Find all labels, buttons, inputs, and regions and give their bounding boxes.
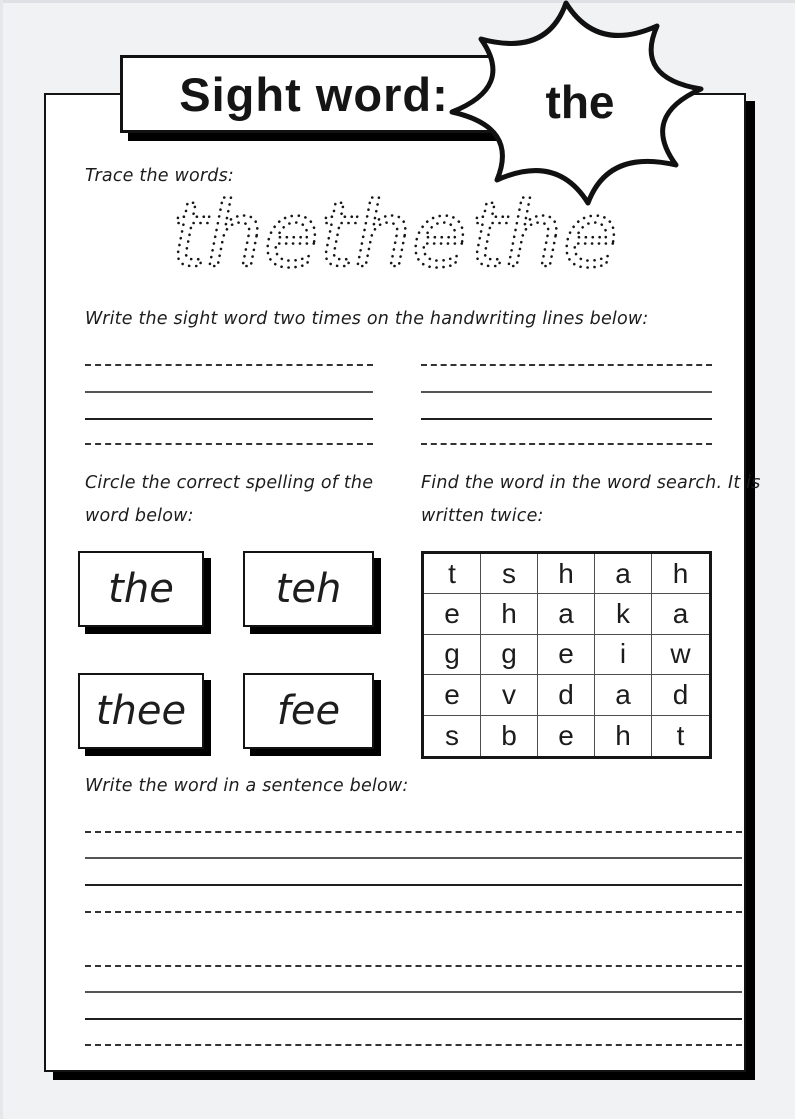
wordsearch-cell[interactable]: s xyxy=(424,716,481,756)
wordsearch-cell[interactable]: g xyxy=(481,635,538,675)
spelling-instruction xyxy=(85,467,373,533)
handwriting-line-dashed xyxy=(421,443,712,445)
handwriting-line-dashed xyxy=(85,1044,742,1046)
handwriting-line-solid xyxy=(421,391,712,393)
wordsearch-cell[interactable]: a xyxy=(538,594,595,634)
wordsearch-cell[interactable]: t xyxy=(424,554,481,594)
spelling-option: teh xyxy=(275,566,342,612)
write-twice-instruction: Write the sight word two times on the handwriting lines below: xyxy=(85,309,649,329)
spelling-option: thee xyxy=(95,688,187,734)
sight-word-text: the xyxy=(545,76,615,128)
wordsearch-cell[interactable]: a xyxy=(652,594,709,634)
spelling-option: the xyxy=(108,566,174,612)
spelling-instruction-line1: Circle the correct spelling of the xyxy=(85,473,374,493)
spelling-option-box[interactable] xyxy=(243,551,374,627)
screen-edge-top xyxy=(0,0,795,3)
title-banner xyxy=(120,55,508,133)
wordsearch-cell[interactable]: h xyxy=(538,554,595,594)
spelling-instruction-line2: word below: xyxy=(85,506,194,526)
trace-instruction: Trace the words: xyxy=(85,166,235,186)
starburst-badge xyxy=(452,6,708,212)
wordsearch-cell[interactable]: t xyxy=(676,719,685,751)
handwriting-line-dashed xyxy=(85,911,742,913)
wordsearch-cell[interactable]: e xyxy=(538,716,595,756)
wordsearch-cell[interactable]: d xyxy=(538,675,595,715)
wordsearch-cell[interactable]: b xyxy=(481,716,538,756)
handwriting-line-solid xyxy=(85,391,373,393)
handwriting-line-solid xyxy=(421,418,712,420)
handwriting-line-dashed xyxy=(85,443,373,445)
page-title: Sight word: xyxy=(179,67,449,121)
spelling-option-box[interactable] xyxy=(78,551,204,627)
wordsearch-instruction-line1: Find the word in the word search. It is xyxy=(421,473,761,493)
handwriting-line-solid xyxy=(85,418,373,420)
trace-word: the xyxy=(470,183,618,288)
wordsearch-cell[interactable]: i xyxy=(595,635,652,675)
handwriting-line-solid xyxy=(85,857,742,859)
trace-word: the xyxy=(171,183,319,288)
spelling-option: fee xyxy=(276,688,341,734)
wordsearch-cell[interactable]: a xyxy=(595,554,652,594)
handwriting-line-solid xyxy=(85,884,742,886)
handwriting-line-dashed xyxy=(421,364,712,366)
wordsearch-cell[interactable]: a xyxy=(595,675,652,715)
wordsearch-cell[interactable]: k xyxy=(595,594,652,634)
wordsearch-cell[interactable]: g xyxy=(424,635,481,675)
handwriting-line-dashed xyxy=(85,831,742,833)
trace-word: the xyxy=(319,183,467,288)
wordsearch-instruction-line2: written twice: xyxy=(421,506,544,526)
handwriting-line-dashed xyxy=(85,965,742,967)
wordsearch-cell[interactable]: e xyxy=(424,594,481,634)
wordsearch-cell[interactable]: h xyxy=(652,554,709,594)
spelling-option-box[interactable] xyxy=(243,673,374,749)
wordsearch-cell[interactable]: s xyxy=(481,554,538,594)
wordsearch-cell[interactable]: h xyxy=(481,594,538,634)
sentence-instruction: Write the word in a sentence below: xyxy=(85,776,409,796)
screen-edge-left xyxy=(0,0,3,1119)
spelling-option-box[interactable] xyxy=(78,673,204,749)
handwriting-line-solid xyxy=(85,991,742,993)
handwriting-line-solid xyxy=(85,1018,742,1020)
wordsearch-cell[interactable]: d xyxy=(652,675,709,715)
wordsearch-cell[interactable]: e xyxy=(424,675,481,715)
wordsearch-instruction xyxy=(421,467,761,533)
handwriting-line-dashed xyxy=(85,364,373,366)
wordsearch-cell[interactable]: w xyxy=(652,635,709,675)
wordsearch-cell[interactable]: v xyxy=(481,675,538,715)
wordsearch-cell[interactable]: h xyxy=(595,716,652,756)
wordsearch-grid xyxy=(421,551,712,759)
wordsearch-cell[interactable]: e xyxy=(538,635,595,675)
